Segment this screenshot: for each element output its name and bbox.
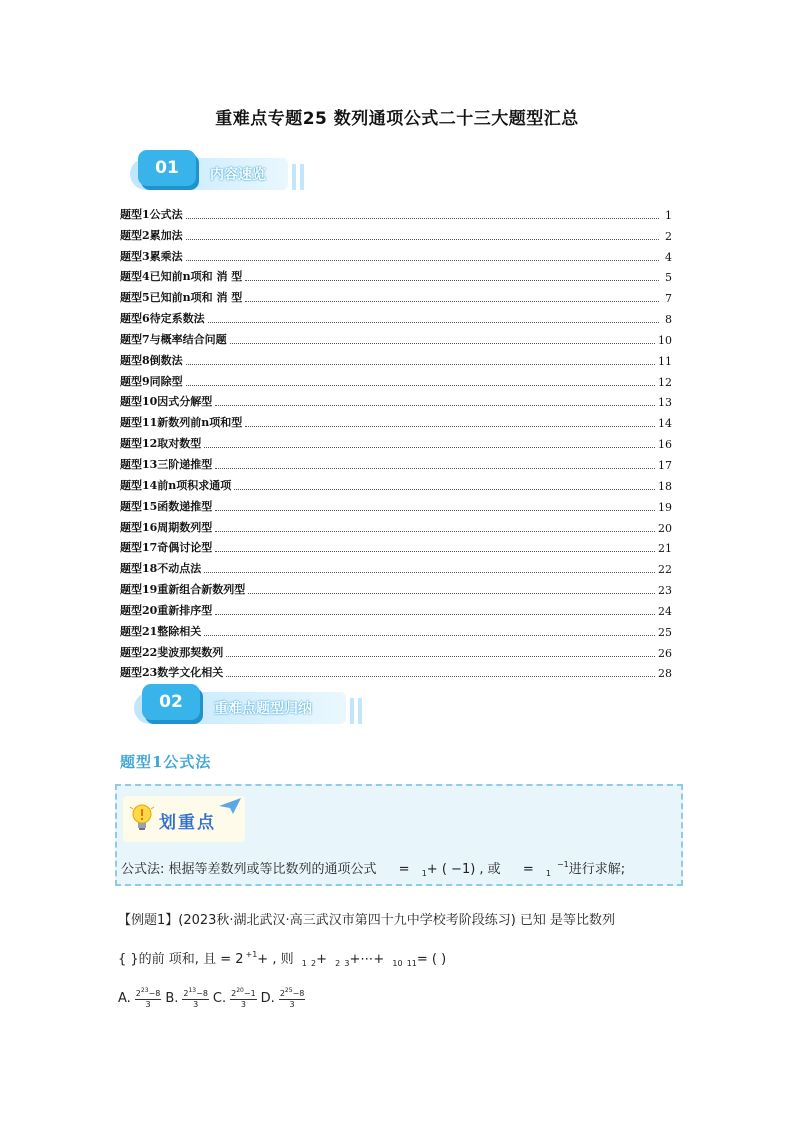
toc-leader-dots: [215, 467, 655, 469]
toc-leader-dots: [248, 592, 655, 594]
toc-entry-page: 11: [658, 354, 672, 368]
section-banner-overview: [130, 150, 310, 194]
toc-entry-title: 题型9同除型: [120, 374, 183, 388]
option-letter: B.: [165, 991, 179, 1006]
toc-leader-dots: [208, 321, 659, 323]
toc-entry[interactable]: [120, 326, 672, 347]
toc-entry-title: 题型8倒数法: [120, 353, 183, 367]
toc-entry[interactable]: [120, 243, 672, 264]
answer-options: [118, 988, 309, 1009]
toc-entry[interactable]: [120, 451, 672, 472]
toc-entry-title: 题型16周期数列型: [120, 520, 213, 534]
toc-entry-title: 题型13三阶递推型: [120, 457, 213, 471]
toc-entry-page: 8: [665, 313, 672, 327]
toc-leader-dots: [215, 404, 655, 406]
toc-entry[interactable]: [120, 514, 672, 535]
option-fraction: $\frac{2^{13}-8}{3}$: [183, 987, 208, 1009]
toc-entry[interactable]: [120, 430, 672, 451]
toc-entry-page: 26: [658, 646, 672, 660]
toc-entry-title: 题型18不动点法: [120, 562, 202, 576]
toc-entry[interactable]: [120, 535, 672, 556]
toc-entry-page: 4: [665, 250, 672, 264]
toc-leader-dots: [215, 509, 655, 511]
lightbulb-icon: [129, 802, 155, 834]
toc-entry-page: 28: [658, 667, 672, 681]
answer-option[interactable]: [165, 988, 209, 1009]
toc-leader-dots: [204, 571, 655, 573]
toc-entry-title: 题型3累乘法: [120, 249, 183, 263]
answer-option[interactable]: [213, 988, 257, 1009]
toc-entry-page: 19: [658, 500, 672, 514]
option-letter: D.: [260, 991, 275, 1006]
toc-entry-page: 7: [665, 292, 672, 306]
section-banner-summary: [134, 684, 368, 728]
example-question-line2: { }的前 项和, 且 = 2 $^{+1}$+ , 则 $_1$ $_2$+ $_2$ $_3$+⋯+ $_{10}$ $_{11}$= ( ): [118, 950, 447, 968]
toc-entry-title: 题型19重新组合新数列型: [120, 583, 246, 597]
toc-leader-dots: [245, 279, 659, 281]
toc-entry-page: 23: [658, 584, 672, 598]
option-fraction: $\frac{2^{23}-8}{3}$: [135, 987, 161, 1009]
toc-entry-page: 24: [658, 604, 672, 618]
toc-leader-dots: [215, 530, 655, 532]
toc-entry[interactable]: [120, 201, 672, 222]
section-number: 02: [142, 684, 200, 720]
toc-entry-title: 题型10因式分解型: [120, 395, 213, 409]
toc-entry[interactable]: [120, 618, 672, 639]
toc-leader-dots: [234, 488, 655, 490]
example-question-line1: 【例题1】(2023秋·湖北武汉·高三武汉市第四十九中学校考阶段练习) 已知 是等比数列: [118, 913, 616, 928]
toc-entry[interactable]: [120, 472, 672, 493]
toc-entry-page: 14: [658, 417, 672, 431]
toc-entry[interactable]: [120, 368, 672, 389]
toc-entry-page: 1: [665, 208, 672, 222]
toc-leader-dots: [186, 259, 659, 261]
answer-option[interactable]: [118, 988, 161, 1009]
toc-entry[interactable]: [120, 660, 672, 681]
toc-entry[interactable]: [120, 305, 672, 326]
toc-entry[interactable]: [120, 347, 672, 368]
section-label: 重难点题型归纳: [214, 701, 312, 717]
toc-leader-dots: [215, 550, 655, 552]
toc-entry-page: 13: [658, 396, 672, 410]
toc-entry[interactable]: [120, 576, 672, 597]
toc-leader-dots: [186, 217, 659, 219]
toc-entry[interactable]: [120, 493, 672, 514]
document-title: 重难点专题25 数列通项公式二十三大题型汇总: [215, 109, 579, 129]
toc-entry-title: 题型20重新排序型: [120, 603, 213, 617]
toc-entry[interactable]: [120, 222, 672, 243]
toc-leader-dots: [245, 300, 659, 302]
toc-entry-page: 2: [665, 229, 672, 243]
toc-leader-dots: [215, 613, 655, 615]
option-letter: C.: [212, 991, 227, 1006]
toc-entry-title: 题型4已知前n项和 消 型: [120, 270, 243, 284]
toc-entry-page: 20: [658, 521, 672, 535]
toc-leader-dots: [204, 634, 655, 636]
toc-entry-title: 题型6待定系数法: [120, 312, 205, 326]
toc-leader-dots: [186, 238, 659, 240]
key-point-badge: [123, 796, 245, 842]
option-fraction: $\frac{2^{25}-8}{3}$: [279, 987, 305, 1009]
toc-entry-page: 17: [658, 458, 672, 472]
toc-entry-title: 题型1公式法: [120, 207, 183, 221]
toc-entry-page: 5: [665, 271, 672, 285]
key-point-box: [115, 784, 683, 886]
key-point-label: 划重点: [159, 813, 216, 833]
toc-entry-title: 题型12取对数型: [120, 437, 202, 451]
toc-entry-page: 12: [658, 375, 672, 389]
toc-entry-title: 题型5已知前n项和 消 型: [120, 291, 243, 305]
toc-entry-title: 题型21整除相关: [120, 624, 202, 638]
toc-entry-page: 25: [658, 625, 672, 639]
toc-entry-title: 题型17奇偶讨论型: [120, 541, 213, 555]
toc-entry-page: 18: [658, 479, 672, 493]
toc-entry[interactable]: [120, 409, 672, 430]
toc-leader-dots: [186, 363, 655, 365]
toc-leader-dots: [245, 425, 655, 427]
toc-entry[interactable]: [120, 597, 672, 618]
toc-entry-page: 16: [658, 438, 672, 452]
toc-entry[interactable]: [120, 264, 672, 285]
toc-entry[interactable]: [120, 389, 672, 410]
table-of-contents: [120, 201, 672, 680]
toc-entry[interactable]: [120, 284, 672, 305]
section-number: 01: [138, 150, 196, 186]
toc-entry-title: 题型23数学文化相关: [120, 666, 224, 680]
section-label: 内容速览: [210, 167, 266, 183]
toc-entry-title: 题型22斐波那契数列: [120, 645, 224, 659]
toc-entry-page: 21: [658, 542, 672, 556]
toc-entry-title: 题型11新数列前n项和型: [120, 416, 243, 430]
toc-leader-dots: [226, 655, 655, 657]
toc-leader-dots: [226, 675, 655, 677]
toc-entry[interactable]: [120, 639, 672, 660]
formula-text: 公式法: 根据等差数列或等比数列的通项公式 = $_1$+ ( −1) , 或 = $_1^{-1}$进行求解;: [121, 860, 626, 878]
option-fraction: $\frac{2^{20}-1}{3}$: [231, 987, 256, 1009]
answer-option[interactable]: [261, 988, 306, 1009]
toc-leader-dots: [204, 446, 655, 448]
toc-leader-dots: [186, 384, 655, 386]
toc-entry[interactable]: [120, 555, 672, 576]
paper-plane-icon: [219, 798, 241, 814]
topic-heading: 题型1公式法: [120, 753, 212, 771]
toc-entry-page: 22: [658, 563, 672, 577]
toc-entry-title: 题型2累加法: [120, 228, 183, 242]
toc-entry-title: 题型15函数递推型: [120, 499, 213, 513]
toc-entry-title: 题型7与概率结合问题: [120, 332, 227, 346]
toc-entry-title: 题型14前n项积求通项: [120, 478, 232, 492]
option-letter: A.: [118, 991, 131, 1006]
toc-leader-dots: [230, 342, 655, 344]
toc-entry-page: 10: [658, 333, 672, 347]
